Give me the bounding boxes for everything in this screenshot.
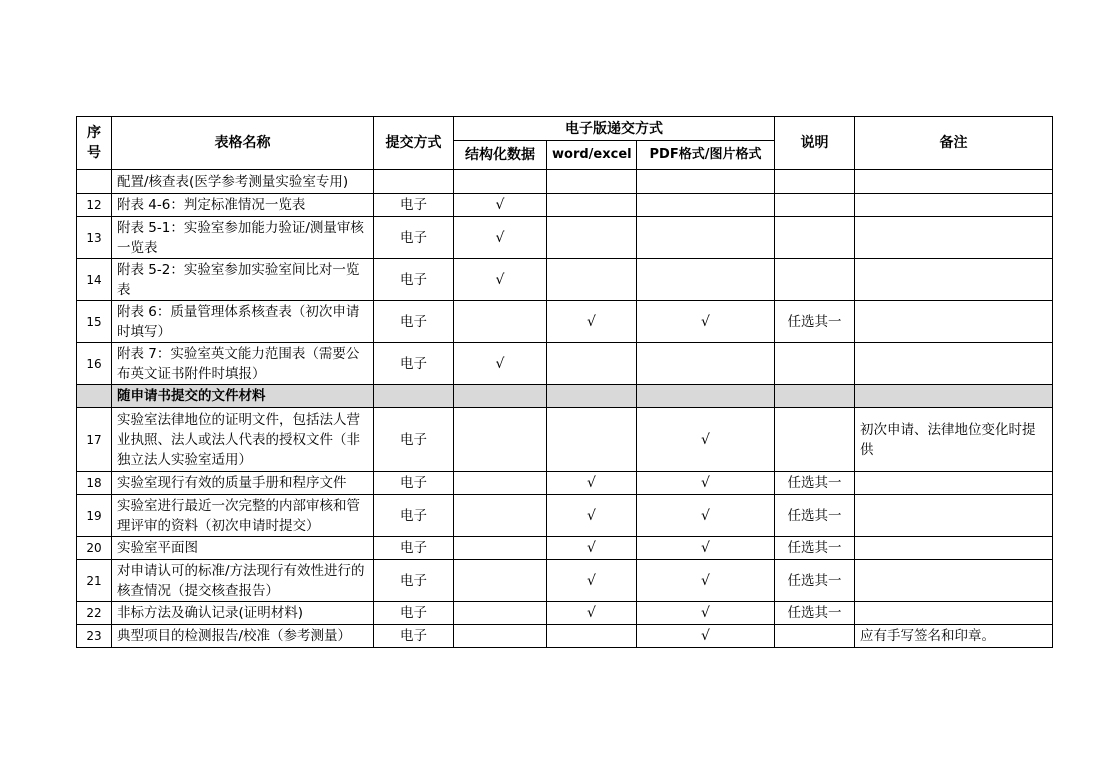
row-word <box>547 625 637 648</box>
row-name: 附表 5-1：实验室参加能力验证/测量审核一览表 <box>112 217 374 259</box>
row-seq: 18 <box>77 472 112 495</box>
header-note: 说明 <box>775 117 855 170</box>
header-structured: 结构化数据 <box>454 141 547 170</box>
row-name: 实验室现行有效的质量手册和程序文件 <box>112 472 374 495</box>
row-structured: √ <box>454 259 547 301</box>
row-name: 非标方法及确认记录(证明材料) <box>112 602 374 625</box>
row-note <box>775 625 855 648</box>
row-remark <box>855 602 1053 625</box>
row-word <box>547 259 637 301</box>
row-remark <box>855 301 1053 343</box>
row-method: 电子 <box>374 259 454 301</box>
header-remark: 备注 <box>855 117 1053 170</box>
table-row <box>77 625 1053 648</box>
row-pdf <box>637 170 775 194</box>
header-word: word/excel <box>547 141 637 170</box>
row-pdf: √ <box>637 301 775 343</box>
row-remark <box>855 472 1053 495</box>
row-pdf: √ <box>637 602 775 625</box>
row-word <box>547 194 637 217</box>
row-word <box>547 170 637 194</box>
row-pdf <box>637 217 775 259</box>
row-remark <box>855 495 1053 537</box>
row-name: 附表 5-2：实验室参加实验室间比对一览表 <box>112 259 374 301</box>
table-row <box>77 301 1053 343</box>
header-name: 表格名称 <box>112 117 374 170</box>
row-note <box>775 343 855 385</box>
row-pdf <box>637 343 775 385</box>
row-note <box>775 408 855 472</box>
row-structured: √ <box>454 194 547 217</box>
table-row <box>77 602 1053 625</box>
row-structured: √ <box>454 217 547 259</box>
row-seq: 14 <box>77 259 112 301</box>
row-seq: 16 <box>77 343 112 385</box>
row-pdf: √ <box>637 625 775 648</box>
row-note <box>775 194 855 217</box>
row-note: 任选其一 <box>775 472 855 495</box>
section-seq <box>77 385 112 408</box>
row-remark <box>855 170 1053 194</box>
row-note <box>775 259 855 301</box>
row-word: √ <box>547 537 637 560</box>
row-structured <box>454 602 547 625</box>
row-method: 电子 <box>374 537 454 560</box>
header-method: 提交方式 <box>374 117 454 170</box>
row-name: 实验室平面图 <box>112 537 374 560</box>
row-method: 电子 <box>374 301 454 343</box>
row-seq: 12 <box>77 194 112 217</box>
row-structured: √ <box>454 343 547 385</box>
row-structured <box>454 472 547 495</box>
row-seq: 19 <box>77 495 112 537</box>
table-row <box>77 170 1053 194</box>
row-name: 附表 6：质量管理体系核查表（初次申请时填写） <box>112 301 374 343</box>
row-seq: 22 <box>77 602 112 625</box>
table-row <box>77 495 1053 537</box>
section-title: 随申请书提交的文件材料 <box>112 385 374 408</box>
row-word: √ <box>547 301 637 343</box>
row-note: 任选其一 <box>775 301 855 343</box>
row-note <box>775 217 855 259</box>
row-seq: 17 <box>77 408 112 472</box>
row-pdf: √ <box>637 408 775 472</box>
header-pdf: PDF格式/图片格式 <box>637 141 775 170</box>
row-name: 附表 4-6：判定标准情况一览表 <box>112 194 374 217</box>
row-word <box>547 343 637 385</box>
row-remark <box>855 194 1053 217</box>
row-word: √ <box>547 602 637 625</box>
row-seq: 23 <box>77 625 112 648</box>
row-method: 电子 <box>374 625 454 648</box>
row-pdf <box>637 259 775 301</box>
row-word: √ <box>547 472 637 495</box>
row-seq: 15 <box>77 301 112 343</box>
table-row <box>77 194 1053 217</box>
row-name: 实验室法律地位的证明文件，包括法人营业执照、法人或法人代表的授权文件（非独立法人实验室适用） <box>112 408 374 472</box>
row-pdf <box>637 194 775 217</box>
row-seq <box>77 170 112 194</box>
row-structured <box>454 625 547 648</box>
row-name: 配置/核查表(医学参考测量实验室专用) <box>112 170 374 194</box>
row-method <box>374 170 454 194</box>
row-note: 任选其一 <box>775 537 855 560</box>
table-row <box>77 343 1053 385</box>
row-structured <box>454 495 547 537</box>
row-pdf: √ <box>637 472 775 495</box>
row-note: 任选其一 <box>775 495 855 537</box>
row-remark <box>855 537 1053 560</box>
table-row <box>77 259 1053 301</box>
row-method: 电子 <box>374 217 454 259</box>
row-method: 电子 <box>374 495 454 537</box>
table-row <box>77 560 1053 602</box>
row-seq: 20 <box>77 537 112 560</box>
row-structured <box>454 560 547 602</box>
header-electronic: 电子版递交方式 <box>454 117 775 141</box>
row-remark <box>855 259 1053 301</box>
row-structured <box>454 170 547 194</box>
row-pdf: √ <box>637 560 775 602</box>
table-row <box>77 217 1053 259</box>
row-note: 任选其一 <box>775 602 855 625</box>
row-remark <box>855 217 1053 259</box>
row-name: 典型项目的检测报告/校准（参考测量） <box>112 625 374 648</box>
row-method: 电子 <box>374 560 454 602</box>
row-word: √ <box>547 560 637 602</box>
row-word <box>547 217 637 259</box>
table-row <box>77 472 1053 495</box>
row-note <box>775 170 855 194</box>
row-name: 实验室进行最近一次完整的内部审核和管理评审的资料（初次申请时提交） <box>112 495 374 537</box>
row-remark: 应有手写签名和印章。 <box>855 625 1053 648</box>
table-row <box>77 537 1053 560</box>
header-seq: 序号 <box>77 117 112 170</box>
row-note: 任选其一 <box>775 560 855 602</box>
row-structured <box>454 537 547 560</box>
row-structured <box>454 301 547 343</box>
row-method: 电子 <box>374 602 454 625</box>
row-name: 对申请认可的标准/方法现行有效性进行的核查情况（提交核查报告） <box>112 560 374 602</box>
row-method: 电子 <box>374 343 454 385</box>
row-seq: 21 <box>77 560 112 602</box>
table-row <box>77 408 1053 472</box>
row-remark <box>855 343 1053 385</box>
row-method: 电子 <box>374 472 454 495</box>
section-row <box>77 385 1053 408</box>
row-seq: 13 <box>77 217 112 259</box>
row-word <box>547 408 637 472</box>
row-pdf: √ <box>637 495 775 537</box>
row-structured <box>454 408 547 472</box>
row-pdf: √ <box>637 537 775 560</box>
row-word: √ <box>547 495 637 537</box>
row-method: 电子 <box>374 408 454 472</box>
row-remark <box>855 560 1053 602</box>
row-name: 附表 7：实验室英文能力范围表（需要公布英文证书附件时填报） <box>112 343 374 385</box>
submission-table <box>76 116 1053 648</box>
row-remark: 初次申请、法律地位变化时提供 <box>855 408 1053 472</box>
row-method: 电子 <box>374 194 454 217</box>
